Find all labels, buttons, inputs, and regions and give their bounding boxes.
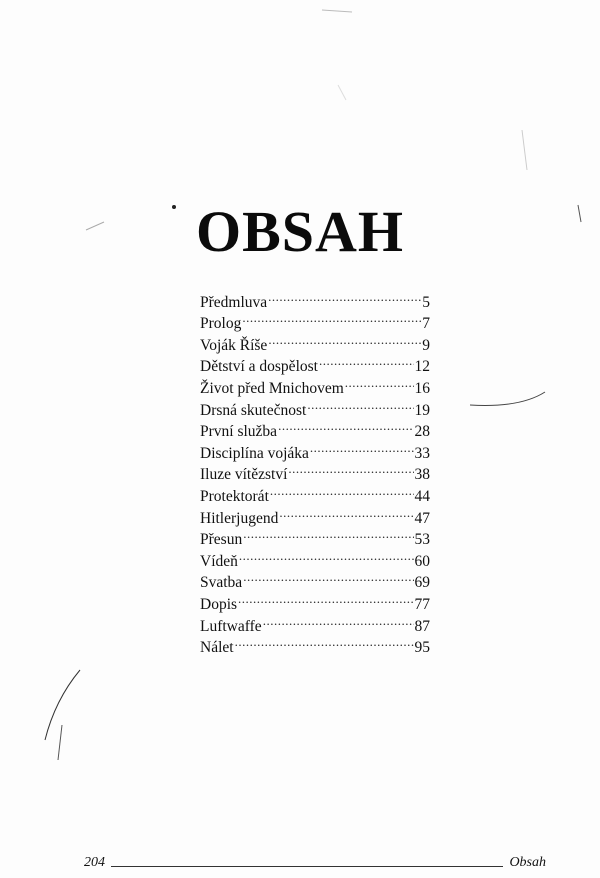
toc-entry-page: 33 — [414, 444, 430, 462]
toc-entry-label: Hitlerjugend — [200, 509, 279, 527]
toc-entry-label: První služba — [200, 423, 278, 441]
toc-entry-label: Voják Říše — [200, 336, 268, 354]
toc-entry — [200, 631, 430, 657]
dot-leader — [279, 501, 413, 523]
dot-leader — [270, 479, 414, 501]
toc-entry-label: Svatba — [200, 574, 243, 592]
dot-leader — [288, 458, 413, 480]
toc-entry — [200, 285, 430, 311]
dot-leader — [243, 566, 413, 588]
dot-leader — [243, 523, 413, 545]
toc-entry-page: 44 — [414, 487, 430, 505]
footer-page-number: 204 — [84, 855, 105, 870]
toc-entry-label: Drsná skutečnost — [200, 401, 307, 419]
page-footer — [84, 855, 546, 871]
table-of-contents — [200, 285, 430, 657]
toc-entry-page: 69 — [414, 574, 430, 592]
dot-leader — [307, 393, 413, 415]
toc-entry-page: 60 — [414, 552, 430, 570]
dot-leader — [278, 415, 413, 437]
toc-entry-page: 5 — [422, 293, 430, 311]
dot-leader — [242, 307, 421, 329]
toc-entry-page: 9 — [422, 336, 430, 354]
toc-entry-page: 28 — [414, 423, 430, 441]
toc-entry-page: 77 — [414, 595, 430, 613]
toc-entry-page: 53 — [414, 531, 430, 549]
toc-entry-label: Předmluva — [200, 293, 268, 311]
footer-rule — [111, 866, 503, 867]
dot-leader — [238, 587, 413, 609]
dot-leader — [310, 436, 414, 458]
toc-entry-label: Vídeň — [200, 552, 238, 570]
toc-entry-page: 47 — [414, 509, 430, 527]
toc-entry-page: 12 — [414, 358, 430, 376]
toc-entry-page: 95 — [414, 639, 430, 657]
toc-entry-label: Iluze vítězství — [200, 466, 288, 484]
dot-leader — [263, 609, 414, 631]
page-title: OBSAH — [195, 199, 405, 264]
toc-entry-page: 16 — [414, 379, 430, 397]
toc-entry-page: 7 — [422, 315, 430, 333]
dot-leader — [239, 544, 414, 566]
toc-entry-label: Luftwaffe — [200, 617, 262, 635]
toc-entry-label: Protektorát — [200, 487, 269, 505]
dot-leader — [235, 631, 414, 653]
toc-entry-label: Dětství a dospělost — [200, 358, 318, 376]
toc-entry-page: 19 — [414, 401, 430, 419]
toc-entry-label: Prolog — [200, 315, 242, 333]
dot-leader — [268, 328, 421, 350]
toc-entry-label: Přesun — [200, 531, 243, 549]
toc-entry-label: Dopis — [200, 595, 238, 613]
toc-entry-label: Nálet — [200, 639, 234, 657]
dot-leader — [319, 350, 414, 372]
toc-entry-label: Život před Mnichovem — [200, 379, 344, 397]
dot-leader — [268, 285, 421, 307]
toc-entry-page: 87 — [414, 617, 430, 635]
footer-section: Obsah — [509, 855, 546, 870]
toc-entry-page: 38 — [414, 466, 430, 484]
dot-leader — [345, 371, 414, 393]
toc-entry-label: Disciplína vojáka — [200, 444, 309, 462]
